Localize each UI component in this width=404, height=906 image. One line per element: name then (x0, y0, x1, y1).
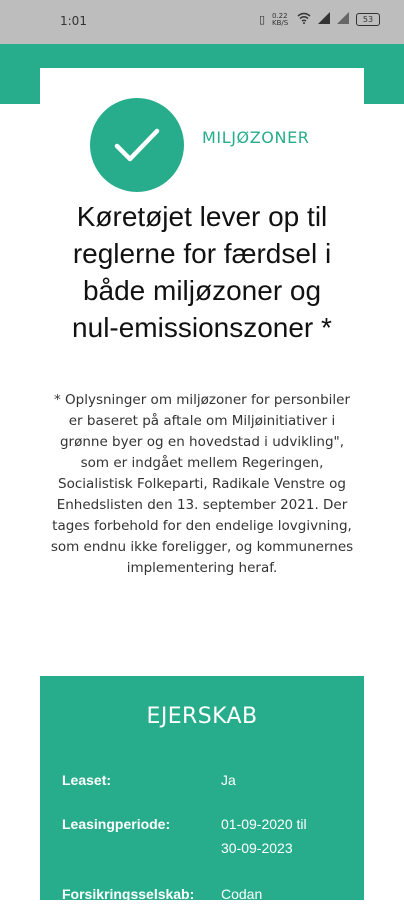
ownership-section (40, 676, 364, 900)
insurance-value (221, 882, 262, 906)
status-bar (0, 0, 404, 44)
leasing-period-label: Leasingperiode: (62, 816, 171, 832)
insurance-value-line: Codan (221, 886, 263, 902)
footnote-line: er baseret på aftale om Miljøinitiativer i (68, 413, 336, 429)
leasing-period-line: 30-09-2023 (221, 840, 293, 856)
battery-icon: 53 (356, 13, 380, 26)
footnote-line: grønne byer og en hovedstad i udvikling", (59, 434, 345, 450)
footnote-line: Socialistisk Folkeparti, Radikale Venstre og (58, 476, 346, 492)
result-headline (40, 198, 364, 346)
check-icon (114, 127, 160, 163)
leased-value-line: Ja (221, 772, 236, 788)
headline-line: Køretøjet lever op til (76, 201, 328, 232)
insurance-label: Forsikringsselskab: (62, 886, 195, 902)
status-icons (259, 12, 380, 27)
signal-icon-2 (337, 12, 349, 27)
headline-line: både miljøzoner og (82, 275, 322, 306)
footnote (40, 390, 364, 579)
leasing-period-value (221, 812, 307, 860)
vibrate-icon: ▯ (258, 13, 265, 26)
footnote-line: som endnu ikke foreligger, og kommunernes (50, 539, 354, 555)
network-speed: 0.22 KB/S (272, 11, 289, 27)
signal-icon-1 (318, 12, 330, 27)
headline-line: nul-emissionszoner * (72, 312, 332, 343)
leased-label: Leaset: (62, 772, 112, 788)
category-tag: MILJØZONER (202, 128, 310, 147)
ownership-title: EJERSKAB (146, 704, 258, 729)
wifi-icon (297, 12, 311, 27)
leasing-period-line: 01-09-2020 til (221, 816, 307, 832)
footnote-line: Enhedslisten den 13. september 2021. Der (56, 497, 348, 513)
footnote-line: implementering heraf. (126, 560, 278, 576)
leased-value (221, 768, 236, 792)
footnote-line: * Oplysninger om miljøzoner for personbiler (53, 392, 351, 408)
headline-line: reglerne for færdsel i (72, 238, 332, 269)
check-badge (90, 98, 184, 192)
footnote-line: tages forbehold for den endelige lovgivning, (52, 518, 352, 534)
footnote-line: som er indgået mellem Regeringen, (80, 455, 324, 471)
status-time: 1:01 (60, 14, 87, 28)
